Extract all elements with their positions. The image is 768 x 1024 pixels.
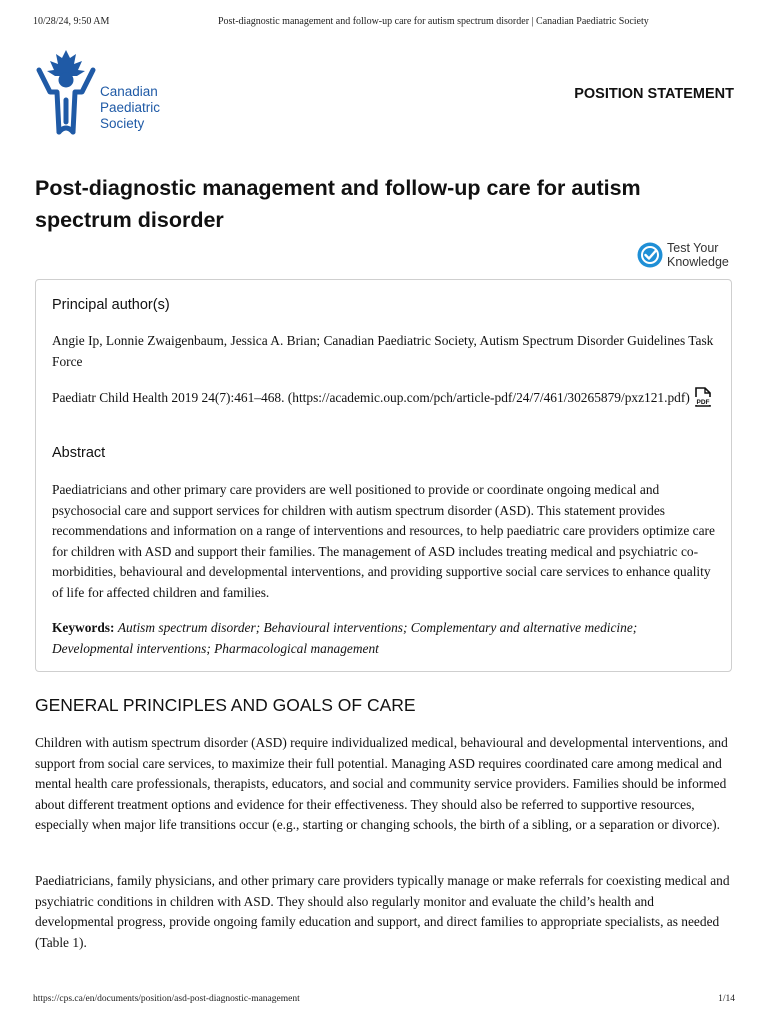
- tyk-line-1: Test Your: [667, 241, 719, 255]
- page-title: Post-diagnostic management and follow-up care for autism spectrum disorder: [35, 176, 641, 232]
- section-paragraph-1: Children with autism spectrum disorder (ASD) require individualized medical, behavioural and developmental interventions, and support from social care services, to maximize their full potential. Managing ASD requires coordinated care among medical and mental health care professionals, therapists, educators, and social and community service providers. Families should be informed about different treatment options and evidence for their effectiveness. They should also be referred to supportive resources, especially when major life transitions occur (e.g., starting or changing schools, the birth of a sibling, or a separation or divorce).: [35, 735, 728, 832]
- citation-link[interactable]: Paediatr Child Health 2019 24(7):461–468. (https://academic.oup.com/pch/article-pdf/24/7/461/30265879/pxz121.pdf): [52, 390, 690, 405]
- print-header: [33, 16, 735, 30]
- keywords-label: Keywords:: [52, 620, 115, 635]
- print-page-title: Post-diagnostic management and follow-up care for autism spectrum disorder | Canadian Paediatric Society: [218, 16, 649, 27]
- citation: [52, 387, 717, 414]
- logo-line-2: Paediatric: [100, 100, 161, 115]
- logo-wordmark: [100, 84, 160, 132]
- section-heading: GENERAL PRINCIPLES AND GOALS OF CARE: [35, 695, 416, 715]
- abstract-heading: Abstract: [52, 445, 106, 461]
- tyk-line-2: Knowledge: [667, 255, 729, 269]
- keywords: [52, 618, 717, 659]
- print-url: https://cps.ca/en/documents/position/asd-post-diagnostic-management: [33, 994, 300, 1004]
- page-number: 1/14: [718, 994, 735, 1004]
- pdf-icon[interactable]: [694, 387, 712, 414]
- print-timestamp: 10/28/24, 9:50 AM: [33, 16, 110, 27]
- article-summary-box: [35, 279, 732, 672]
- section-paragraph-2: Paediatricians, family physicians, and other primary care providers typically manage or make referrals for coexisting medical and psychiatric conditions in children with ASD. They should also regularly monitor and evaluate the child’s health and developmental progress, provide ongoing family education and support, and direct families to appropriate specialists, as needed (Table 1).: [35, 873, 730, 950]
- abstract-text: Paediatricians and other primary care providers are well positioned to provide or coordinate ongoing medical and psychosocial care and support services for children with autism spectrum disorder (ASD). This statement provides recommendations and information on a range of interventions and resources, to help paediatric care providers optimize care for children with ASD and support their families. The management of ASD includes treating medical and psychiatric co-morbidities, behavioural and developmental interventions, and providing supportive social care services to enhance quality of life for affected children and families.: [52, 482, 715, 600]
- print-footer: [33, 994, 735, 1008]
- cps-logo[interactable]: [33, 48, 173, 138]
- authors-heading: Principal author(s): [52, 297, 170, 313]
- position-statement-label: POSITION STATEMENT: [574, 86, 734, 102]
- logo-line-1: Canadian: [100, 84, 158, 99]
- check-badge-icon: [637, 242, 663, 268]
- test-your-knowledge-button[interactable]: [637, 240, 735, 272]
- authors-text: Angie Ip, Lonnie Zwaigenbaum, Jessica A. Brian; Canadian Paediatric Society, Autism Spectrum Disorder Guidelines Task Force: [52, 333, 714, 369]
- test-your-knowledge-label: [667, 241, 729, 269]
- maple-leaf-child-icon: [33, 48, 99, 138]
- pdf-icon-label: PDF: [696, 399, 710, 406]
- logo-line-3: Society: [100, 116, 145, 131]
- keywords-text: Autism spectrum disorder; Behavioural interventions; Complementary and alternative medicine; Developmental interventions; Pharmacological management: [52, 620, 638, 656]
